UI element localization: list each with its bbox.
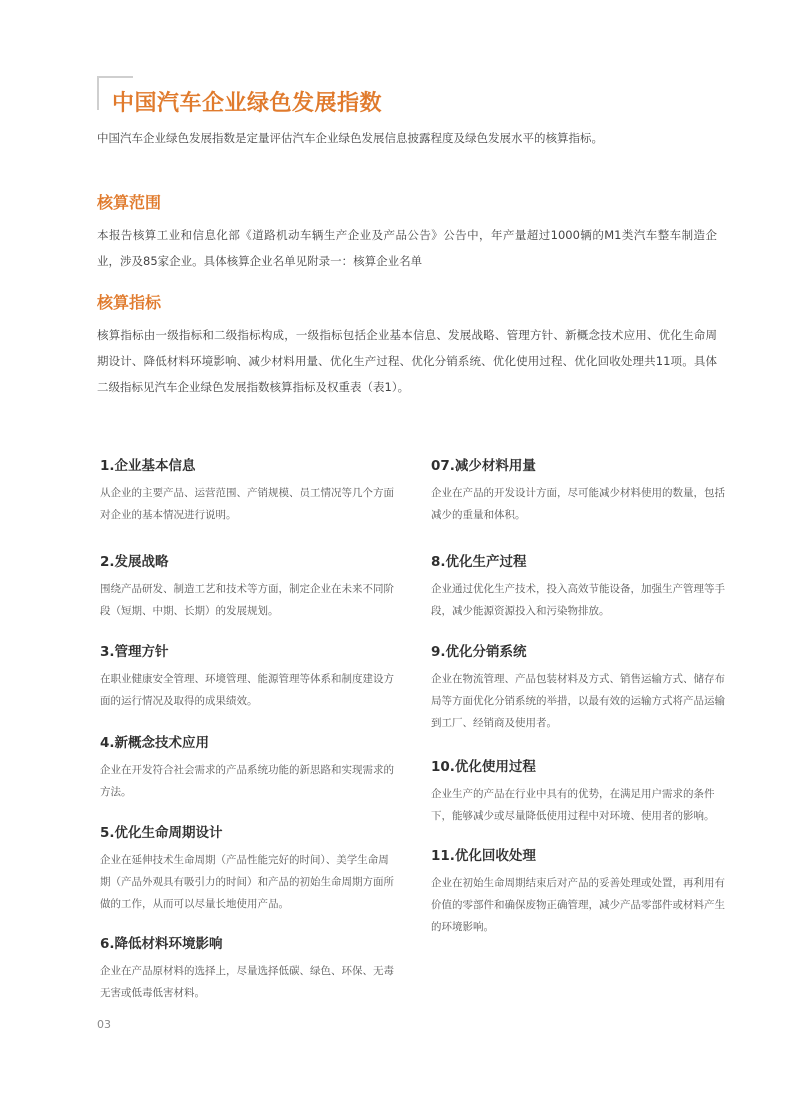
indicator-description: 企业生产的产品在行业中具有的优势，在满足用户需求的条件下，能够减少或尽量降低使用过程中对环境、使用者的影响。 — [431, 788, 715, 822]
indicator-item-10 — [431, 755, 727, 827]
indicator-item-6 — [100, 932, 396, 1004]
indicator-description: 企业在开发符合社会需求的产品系统功能的新思路和实现需求的方法。 — [100, 764, 394, 798]
scope-paragraph: 本报告核算工业和信息化部《道路机动车辆生产企业及产品公告》公告中，年产量超过1000辆的M1类汽车整车制造企业，涉及85家企业。具体核算企业名单见附录一：核算企业名单 — [97, 228, 717, 268]
indicator-title: 2.发展战略 — [100, 554, 169, 570]
intro-paragraph: 中国汽车企业绿色发展指数是定量评估汽车企业绿色发展信息披露程度及绿色发展水平的核算指标。 — [97, 131, 603, 145]
indicators-paragraph: 核算指标由一级指标和二级指标构成，一级指标包括企业基本信息、发展战略、管理方针、新概念技术应用、优化生命周期设计、降低材料环境影响、减少材料用量、优化生产过程、优化分销系统、优化使用过程、优化回收处理共11项。具体二级指标见汽车企业绿色发展指数核算指标及权重表（表1）。 — [97, 328, 717, 394]
indicator-item-2 — [100, 550, 396, 622]
indicator-title: 3.管理方针 — [100, 644, 169, 660]
indicator-title: 10.优化使用过程 — [431, 759, 536, 775]
indicator-description: 企业在产品的开发设计方面，尽可能减少材料使用的数量，包括减少的重量和体积。 — [431, 487, 725, 521]
indicator-title: 1.企业基本信息 — [100, 458, 196, 474]
indicator-item-4 — [100, 731, 396, 803]
indicator-item-9 — [431, 640, 727, 734]
indicator-title: 6.降低材料环境影响 — [100, 936, 223, 952]
page-number: 03 — [97, 1018, 111, 1031]
indicator-title: 11.优化回收处理 — [431, 848, 536, 864]
page-title: 中国汽车企业绿色发展指数 — [112, 91, 383, 116]
indicator-item-8 — [431, 550, 727, 622]
indicator-description: 从企业的主要产品、运营范围、产销规模、员工情况等几个方面对企业的基本情况进行说明。 — [100, 487, 394, 521]
indicator-title: 8.优化生产过程 — [431, 554, 527, 570]
indicator-description: 企业在产品原材料的选择上，尽量选择低碳、绿色、环保、无毒无害或低毒低害材料。 — [100, 965, 394, 999]
indicator-title: 07.减少材料用量 — [431, 458, 536, 474]
indicator-description: 企业在物流管理、产品包装材料及方式、销售运输方式、储存布局等方面优化分销系统的举措，以最有效的运输方式将产品运输到工厂、经销商及使用者。 — [431, 673, 725, 729]
section-title-indicators: 核算指标 — [97, 293, 162, 312]
indicator-description: 企业在初始生命周期结束后对产品的妥善处理或处置，再利用有价值的零部件和确保废物正确管理，减少产品零部件或材料产生的环境影响。 — [431, 877, 725, 933]
indicator-item-7 — [431, 454, 727, 526]
indicator-item-3 — [100, 640, 396, 712]
indicator-description: 企业在延伸技术生命周期（产品性能完好的时间）、美学生命周期（产品外观具有吸引力的时间）和产品的初始生命周期方面所做的工作，从而可以尽量长地使用产品。 — [100, 854, 394, 910]
section-title-scope: 核算范围 — [97, 193, 162, 212]
indicator-title: 4.新概念技术应用 — [100, 735, 210, 751]
indicator-item-5 — [100, 821, 396, 915]
indicator-title: 9.优化分销系统 — [431, 644, 527, 660]
indicator-description: 围绕产品研发、制造工艺和技术等方面，制定企业在未来不同阶段（短期、中期、长期）的发展规划。 — [100, 583, 394, 617]
indicator-item-1 — [100, 454, 396, 526]
indicator-description: 企业通过优化生产技术，投入高效节能设备，加强生产管理等手段，减少能源资源投入和污染物排放。 — [431, 583, 725, 617]
indicator-item-11 — [431, 844, 727, 938]
indicator-title: 5.优化生命周期设计 — [100, 825, 223, 841]
indicator-description: 在职业健康安全管理、环境管理、能源管理等体系和制度建设方面的运行情况及取得的成果绩效。 — [100, 673, 394, 707]
